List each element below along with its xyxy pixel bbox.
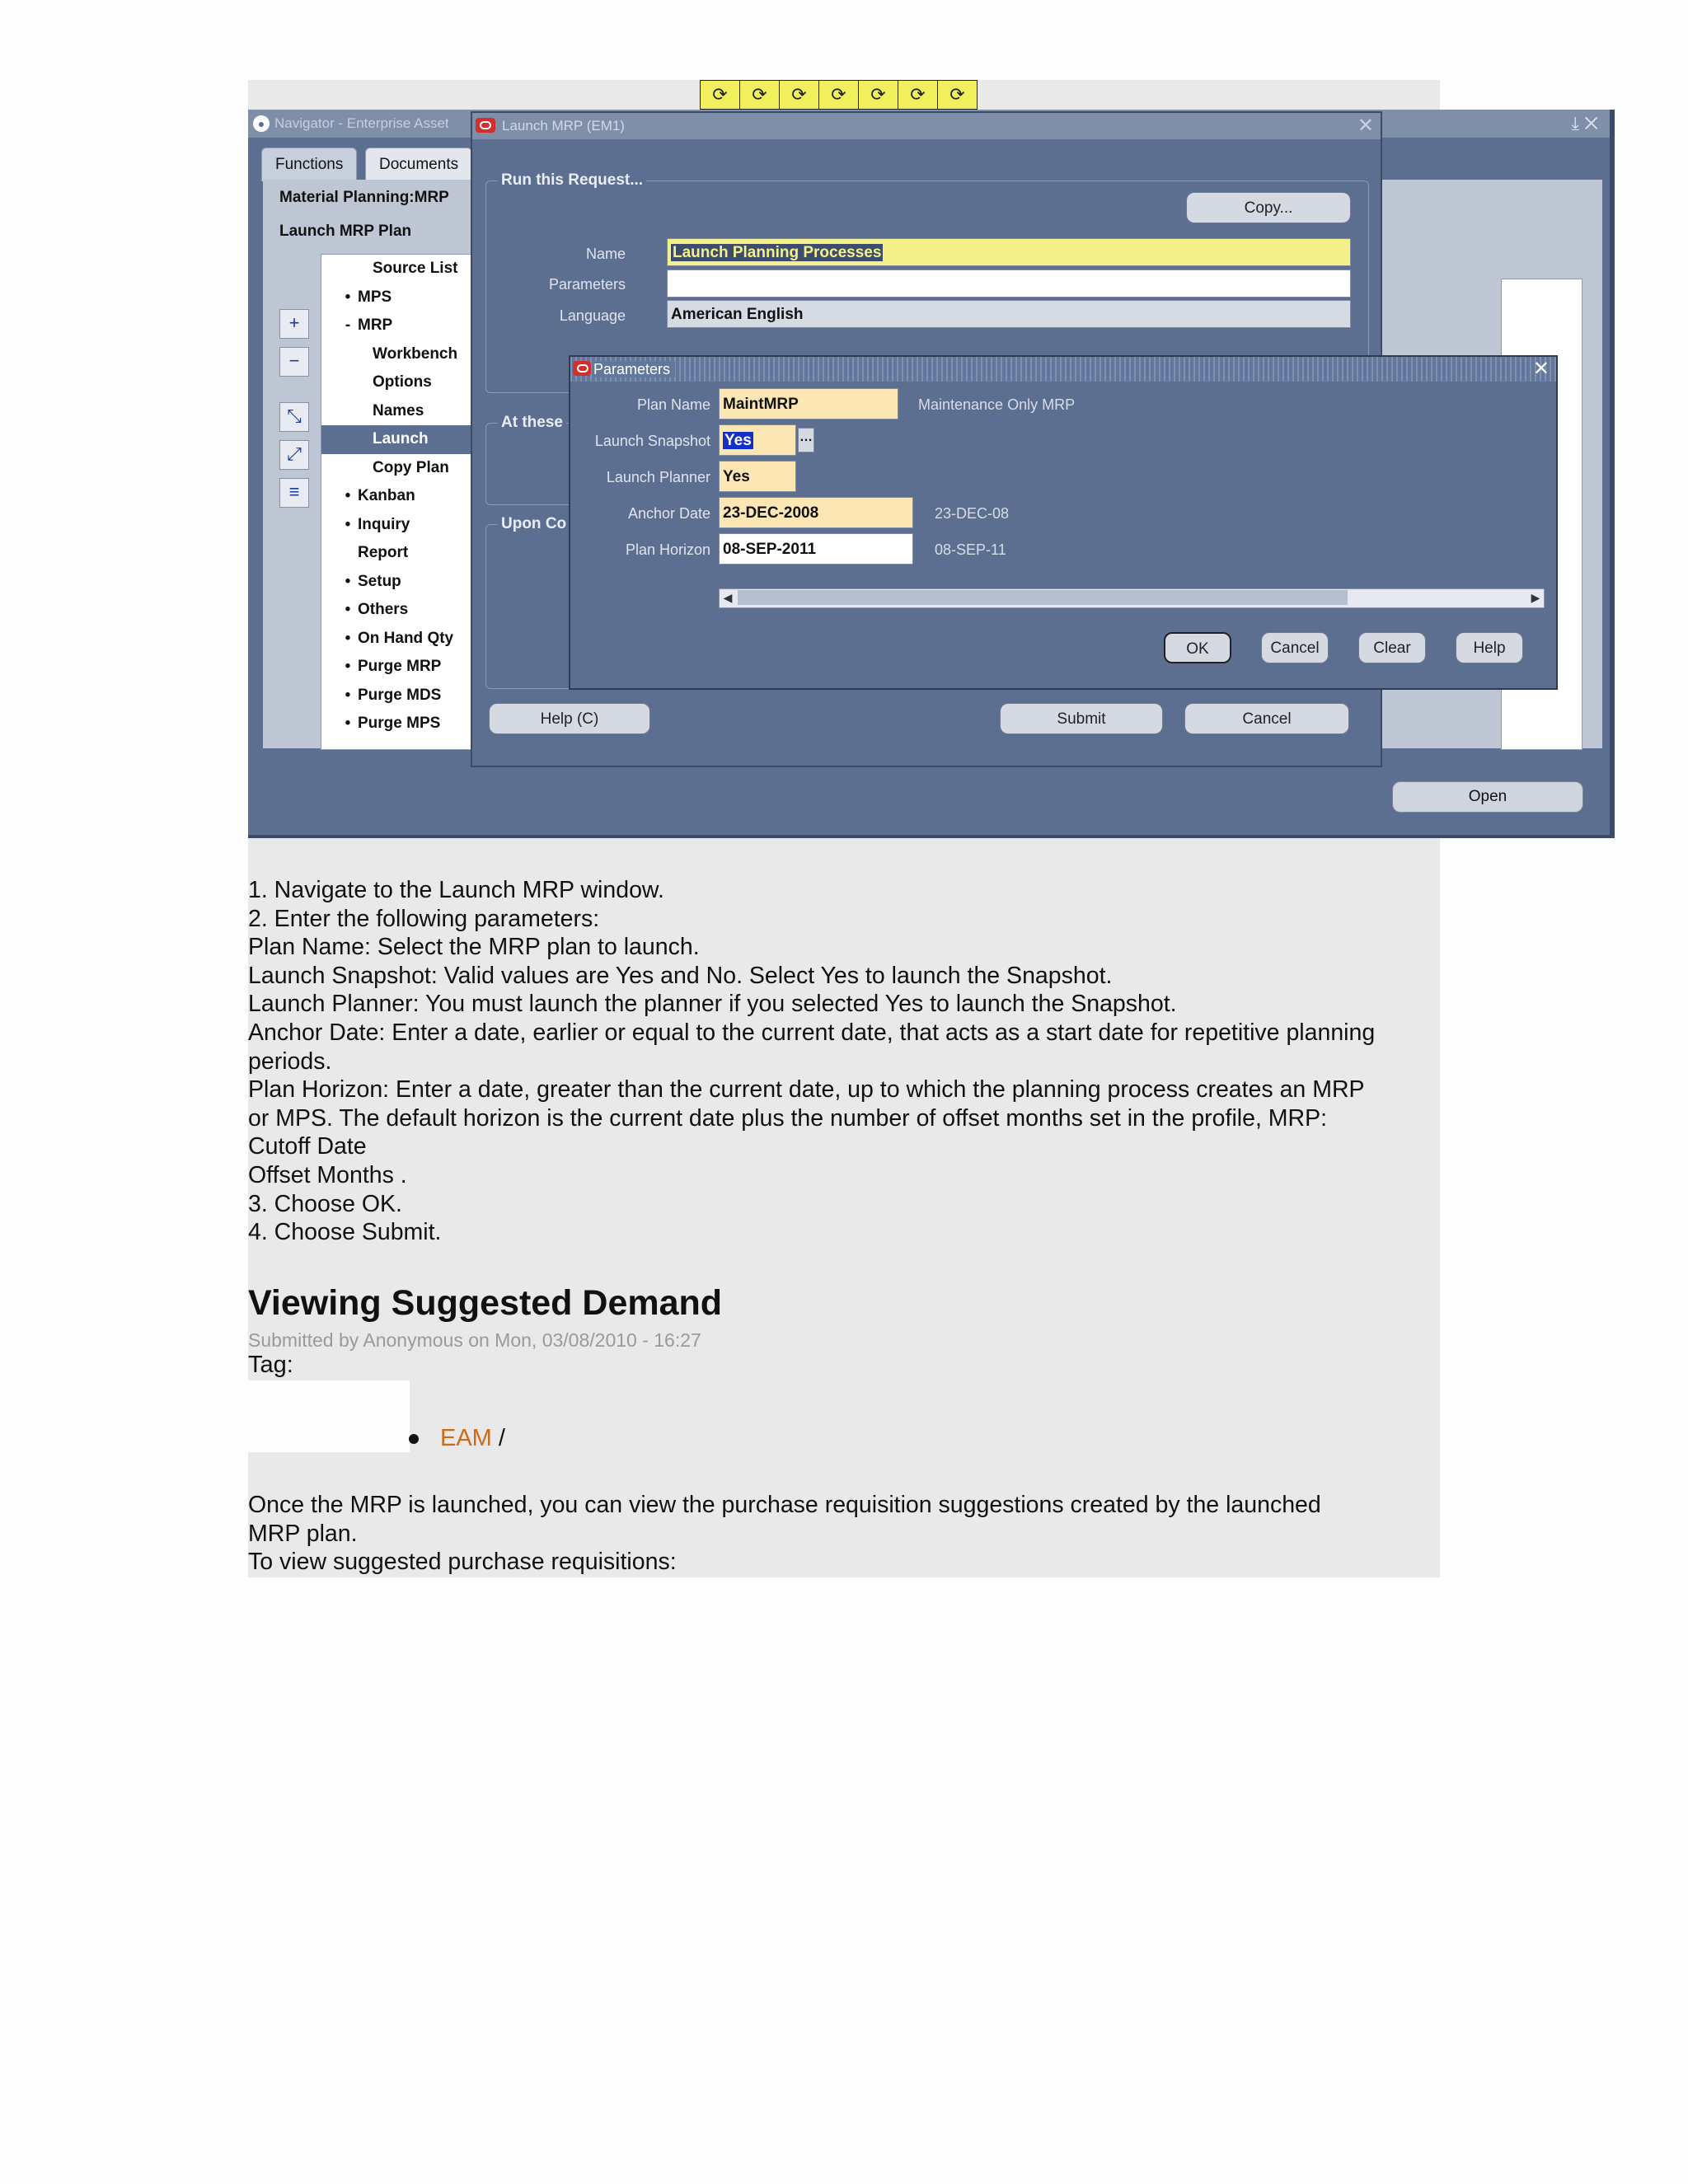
plan-horizon-description: 08-SEP-11 — [935, 541, 1006, 558]
tree-item-label: Source List — [373, 260, 458, 277]
oracle-globe-icon: ● — [253, 115, 270, 132]
plan-name-field[interactable]: MaintMRP — [719, 388, 898, 419]
launch-snapshot-value: Yes — [724, 432, 752, 449]
plan-name-description: Maintenance Only MRP — [918, 396, 1076, 413]
parameters-dialog — [569, 355, 1558, 690]
close-icon[interactable]: ✕ — [1532, 358, 1550, 380]
instruction-line: Plan Horizon: Enter a date, greater than the current date, up to which the planning process creates an MRP — [248, 1076, 1365, 1104]
launch-planner-field[interactable]: Yes — [719, 461, 796, 492]
paragraph-line: MRP plan. — [248, 1520, 358, 1547]
navigator-title: Navigator - Enterprise Asset — [274, 115, 449, 131]
collapse-node-icon: - — [345, 316, 351, 334]
instruction-line: 3. Choose OK. — [248, 1190, 402, 1217]
expand-branch-icon[interactable]: ⤡ — [279, 402, 309, 432]
launch-mrp-title: Launch MRP (EM1) — [502, 118, 625, 134]
tree-item-label: Purge MRP — [358, 658, 442, 675]
scroll-thumb[interactable] — [738, 590, 1348, 605]
instruction-line: Anchor Date: Enter a date, earlier or equal to the current date, that acts as a start date for repetitive planning — [248, 1019, 1376, 1046]
clear-button[interactable]: Clear — [1358, 632, 1426, 663]
cancel-button[interactable]: Cancel — [1261, 632, 1329, 663]
launch-snapshot-field[interactable] — [719, 424, 796, 456]
language-field[interactable]: American English — [667, 300, 1351, 328]
ok-button[interactable]: OK — [1164, 632, 1231, 663]
plan-horizon-label: Plan Horizon — [625, 541, 710, 558]
paragraph-line: To view suggested purchase requisitions: — [248, 1549, 677, 1576]
instruction-line: or MPS. The default horizon is the current date plus the number of offset months set in the profile, MRP: — [248, 1104, 1328, 1132]
plan-horizon-field[interactable]: 08-SEP-2011 — [719, 533, 913, 565]
refresh-icon[interactable]: ⟳ — [937, 80, 978, 110]
tag-list-item — [409, 1425, 505, 1452]
close-icon[interactable]: ✕ — [1357, 115, 1374, 137]
schedule-label: At these — [498, 414, 566, 432]
tree-item-label: Options — [373, 373, 432, 391]
tree-item-label: Setup — [358, 572, 401, 590]
refresh-icon[interactable]: ⟳ — [858, 80, 898, 110]
parameters-field[interactable] — [667, 269, 1351, 298]
expand-node-icon: • — [345, 572, 351, 590]
help-button[interactable]: Help (C) — [489, 703, 650, 734]
toolbar-icon-strip — [701, 80, 978, 110]
collapse-icon[interactable]: − — [279, 347, 309, 377]
tree-item-label: Others — [358, 601, 409, 618]
instruction-line: periods. — [248, 1047, 332, 1075]
parameters-label: Parameters — [548, 276, 626, 293]
tree-item-label: Workbench — [373, 344, 458, 363]
tag-separator: / — [491, 1425, 505, 1451]
horizontal-scrollbar[interactable] — [719, 588, 1545, 608]
expand-icon[interactable]: + — [279, 309, 309, 339]
scroll-right-icon[interactable]: ▶ — [1531, 591, 1540, 604]
expand-node-icon: • — [345, 487, 351, 504]
section-heading: Viewing Suggested Demand — [248, 1283, 723, 1323]
scroll-left-icon[interactable]: ◀ — [723, 591, 733, 604]
instruction-line: Plan Name: Select the MRP plan to launch. — [248, 934, 700, 961]
tree-item-label: Purge MDS — [358, 686, 442, 704]
parameters-title: Parameters — [593, 361, 675, 377]
expand-node-icon: • — [345, 288, 351, 306]
intro-paragraph — [248, 1491, 1440, 1577]
completion-label: Upon Co — [498, 515, 570, 533]
tree-item-label: Purge MPS — [358, 715, 441, 732]
tree-item-label: Launch — [373, 430, 429, 448]
parameters-titlebar — [570, 357, 1556, 382]
plan-name-label: Plan Name — [636, 396, 710, 413]
name-label: Name — [585, 246, 626, 262]
tree-item-label: Kanban — [358, 487, 415, 504]
launch-mrp-titlebar — [472, 113, 1381, 139]
launch-snapshot-label: Launch Snapshot — [594, 433, 710, 449]
expand-node-icon: • — [345, 515, 351, 533]
cancel-button[interactable]: Cancel — [1184, 703, 1349, 734]
submitted-by: Submitted by Anonymous on Mon, 03/08/2010 - 16:27 — [248, 1329, 701, 1351]
launch-planner-label: Launch Planner — [606, 469, 710, 485]
anchor-date-label: Anchor Date — [627, 505, 710, 522]
list-of-values-button[interactable]: … — [798, 428, 814, 452]
refresh-icon[interactable]: ⟳ — [779, 80, 819, 110]
bullet-icon — [409, 1434, 419, 1444]
navigator-heading: Material Planning:MRP — [279, 189, 449, 206]
submit-button[interactable]: Submit — [1000, 703, 1163, 734]
instruction-line: Cutoff Date — [248, 1133, 367, 1160]
help-button[interactable]: Help — [1456, 632, 1523, 663]
tab-documents[interactable]: Documents — [365, 148, 472, 181]
refresh-icon[interactable]: ⟳ — [898, 80, 938, 110]
tag-label: Tag: — [248, 1352, 293, 1378]
name-value: Launch Planning Processes — [673, 244, 882, 261]
copy-button[interactable]: Copy... — [1186, 192, 1351, 223]
tag-link-eam[interactable]: EAM — [440, 1425, 492, 1451]
refresh-icon[interactable]: ⟳ — [739, 80, 780, 110]
oracle-logo-icon — [476, 118, 495, 133]
oracle-logo-icon — [573, 361, 591, 376]
tree-item-label: MRP — [358, 316, 393, 334]
instruction-line: 2. Enter the following parameters: — [248, 905, 600, 932]
anchor-date-description: 23-DEC-08 — [935, 505, 1010, 522]
open-button[interactable]: Open — [1392, 781, 1583, 813]
refresh-icon[interactable]: ⟳ — [818, 80, 859, 110]
expand-node-icon: • — [345, 686, 351, 704]
tab-functions[interactable]: Functions — [261, 148, 357, 181]
paragraph-line: Once the MRP is launched, you can view the purchase requisition suggestions created by the launched — [248, 1492, 1321, 1518]
instruction-line: Launch Planner: You must launch the planner if you selected Yes to launch the Snapshot. — [248, 991, 1177, 1018]
instructions-text — [248, 876, 1440, 1247]
anchor-date-field[interactable]: 23-DEC-2008 — [719, 497, 913, 528]
screenshot-oracle-forms — [248, 110, 1615, 838]
navigator-subheading: Launch MRP Plan — [279, 223, 412, 240]
tree-item-label: Copy Plan — [373, 458, 449, 476]
tree-item-label: MPS — [358, 288, 392, 306]
expand-node-icon: • — [345, 629, 351, 647]
name-field[interactable] — [667, 238, 1351, 266]
window-controls[interactable]: ⤓ ✕ — [1571, 113, 1598, 134]
tree-item-label: Inquiry — [358, 515, 410, 533]
run-request-label: Run this Request... — [498, 171, 646, 190]
expand-node-icon: • — [345, 715, 351, 732]
instruction-line: 4. Choose Submit. — [248, 1219, 442, 1246]
expand-node-icon: • — [345, 658, 351, 675]
collapse-all-icon[interactable]: ≡ — [279, 478, 309, 508]
language-label: Language — [559, 307, 626, 324]
expand-node-icon: • — [345, 601, 351, 618]
expand-all-icon[interactable]: ⤢ — [279, 440, 309, 470]
tree-item-label: Report — [358, 544, 409, 561]
instruction-line: Offset Months . — [248, 1161, 407, 1188]
tree-item-label: On Hand Qty — [358, 629, 454, 647]
tag-spacer — [248, 1380, 410, 1452]
tree-item-label: Names — [373, 401, 424, 419]
instruction-line: Launch Snapshot: Valid values are Yes and No. Select Yes to launch the Snapshot. — [248, 962, 1113, 989]
instruction-line: 1. Navigate to the Launch MRP window. — [248, 877, 664, 903]
refresh-icon[interactable]: ⟳ — [700, 80, 740, 110]
